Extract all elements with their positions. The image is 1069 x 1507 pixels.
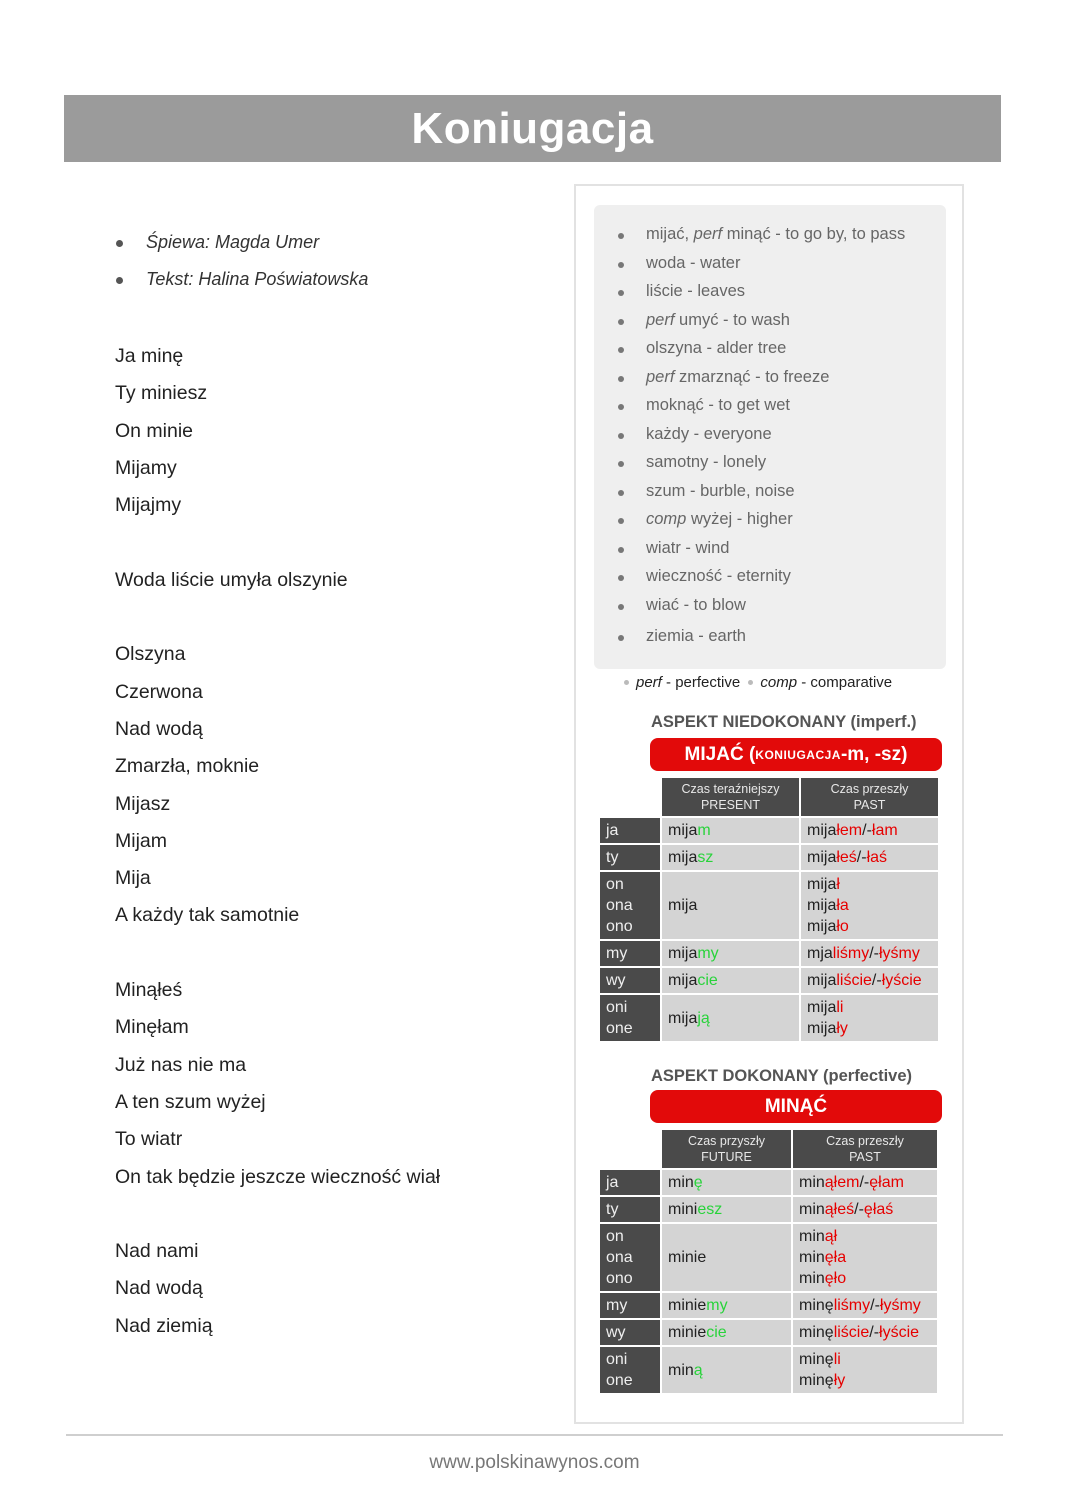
table-row [600,845,938,870]
form-part: /- [871,972,882,989]
form-part: ła [836,897,849,914]
present-form-cell [662,1197,791,1222]
past-form-cell [801,845,938,870]
present-form-cell [662,995,799,1041]
form-part: ą [693,1361,703,1379]
lyric-line: Ja minę [115,345,184,367]
header-blank [600,1130,660,1168]
lyric-line: Nad wodą [115,1277,203,1300]
pronoun-cell [600,941,660,966]
lyric-line: Mijamy [115,456,177,479]
pronoun-cell [600,1197,660,1222]
form-line [799,1247,931,1268]
vocab-text: wiatr - wind [646,538,730,557]
past-form-cell [801,818,938,843]
form-part: ją [697,1009,710,1027]
form-part: cie [697,972,718,989]
form-line [807,820,932,841]
form-line [807,874,932,895]
past-form-cell [801,941,938,966]
vocab-item [618,567,905,596]
lyric-line: Ty miniesz [115,382,208,405]
table-row [600,1320,937,1345]
vocab-text: zmarznąć - to freeze [674,367,830,386]
form-part: łeś [836,849,857,866]
pronoun-cell [600,872,660,939]
legend-comp-text: - comparative [797,674,893,691]
table-row [600,1293,937,1318]
pronoun: ona [606,1249,633,1266]
form-line [807,895,932,916]
vocab-text: wieczność - eternity [646,567,791,585]
lyric-line: Woda liście umyła olszynie [115,568,348,591]
abbreviation-legend [624,674,892,691]
form-part: ęłam [869,1174,904,1191]
vocab-item [618,339,905,368]
lyrics [115,343,555,1350]
present-form-cell [662,1170,791,1195]
past-form-cell [793,1293,937,1318]
pronoun: one [606,1020,633,1037]
form-part: łyście [879,1324,920,1341]
vocab-item [618,311,905,340]
pronoun-cell [600,995,660,1041]
vocab-text: ziemia - earth [646,627,746,645]
form-part: min [668,1361,694,1379]
pronoun: ono [606,1270,633,1287]
footer-url: www.polskinawynos.com [429,1452,640,1473]
lyric-line: Olszyna [115,643,186,666]
form-line [799,1199,931,1220]
pronoun: one [606,1372,633,1389]
legend-perf-abbr: perf [636,674,662,691]
column-header-line: PAST [853,798,886,812]
lyric-line: Nad wodą [115,717,203,740]
form-line [799,1268,931,1289]
form-part: ęła [824,1249,847,1266]
form-part: łyśmy [879,945,920,962]
lyric-line: Czerwona [115,680,203,703]
perfective-verb: MINĄĆ [764,1095,828,1117]
present-form-cell [662,968,799,993]
form-line [807,916,932,937]
form-line [799,1295,931,1316]
form-part: ło [836,918,849,935]
form-part: minę [799,1351,834,1368]
stanza-gap [115,940,555,977]
form-part: ły [833,1372,846,1389]
form-part: minie [668,1249,707,1266]
past-form-cell [793,1224,937,1291]
present-form-cell [662,818,799,843]
column-header-line: Czas przeszły [826,1134,904,1148]
lyric-line: On tak będzie jeszcze wieczność wiał [115,1165,441,1188]
vocab-text: olszyna - alder tree [646,339,787,357]
form-part: mija [807,1020,837,1037]
pronoun: ty [606,849,619,866]
vocab-item [618,539,905,568]
meta-singer: Śpiewa: Magda Umer [116,232,368,269]
form-line [807,847,932,868]
form-part: ąłem [824,1174,860,1191]
form-part: liście [833,1324,870,1341]
past-form-cell [801,872,938,939]
form-part: mija [668,897,698,914]
form-part: liśmy [832,945,870,962]
vocabulary-list [618,225,905,656]
form-line [807,1018,932,1039]
form-part: mija [807,849,837,866]
vocab-item [618,596,905,625]
form-part: mija [668,945,698,962]
pronoun: wy [606,1324,626,1341]
column-header-line: PRESENT [700,798,761,812]
form-part: mija [807,999,837,1016]
present-form-cell [662,1320,791,1345]
column-header-line: Czas teraźniejszy [681,782,780,796]
legend-perf-text: - perfective [661,674,741,691]
vocab-item [618,282,905,311]
column-header [662,778,799,816]
form-line [807,997,932,1018]
past-form-cell [793,1197,937,1222]
column-header-line: Czas przyszły [687,1134,766,1148]
vocab-item [618,425,905,454]
form-part: łam [871,822,898,839]
vocab-text: wyżej - higher [686,510,793,528]
pronoun: my [606,945,628,962]
lyric-line: Minąłeś [115,979,183,1002]
lyric-line: Mija [115,867,151,890]
imperfective-verb: MIJAĆ ( [684,743,756,765]
vocab-text: perf [646,367,675,386]
form-part: minie [668,1297,707,1314]
form-part: ę [693,1174,703,1191]
pronoun-cell [600,1170,660,1195]
pronoun-cell [600,818,660,843]
page-title: Koniugacja [411,103,654,153]
lyric-line: Mijajmy [115,494,182,517]
form-part: mija [668,849,698,866]
vocab-text: szum - burble, noise [646,481,795,500]
vocab-text: perf [693,225,723,243]
lyric-line: Mijasz [115,792,171,815]
form-part: li [833,1351,841,1368]
table-row [600,995,938,1041]
song-meta [116,232,368,306]
form-line [799,1370,931,1391]
vocab-item [618,510,905,539]
past-form-cell [793,1347,937,1393]
column-header-line: FUTURE [701,1150,752,1164]
form-part: li [836,999,844,1016]
form-line [807,970,932,991]
pronoun: on [606,1228,624,1245]
vocab-item [618,627,905,656]
pronoun-cell [600,1347,660,1393]
form-part: minie [668,1324,707,1341]
form-part: łem [836,822,863,839]
form-part: /- [869,1324,880,1341]
vocab-item [618,453,905,482]
present-form-cell [662,872,799,939]
stanza-gap [115,1201,555,1238]
form-part: my [697,945,719,962]
form-part: mija [668,822,698,839]
vocab-text: woda - water [646,253,741,272]
form-part: min [799,1174,825,1191]
pronoun: ty [606,1201,619,1218]
form-part: /- [856,849,867,866]
perfective-verb-banner [650,1090,942,1123]
form-part: min [799,1270,825,1287]
vocab-text: wiać - to blow [646,595,746,614]
pronoun-cell [600,845,660,870]
lyric-line: A ten szum wyżej [115,1090,266,1113]
pronoun-cell [600,968,660,993]
form-part: /- [869,945,879,962]
pronoun: my [606,1297,628,1314]
form-line [799,1322,931,1343]
form-part: min [799,1201,825,1218]
form-part: minę [799,1324,834,1341]
table-row [600,1224,937,1291]
form-part: łyście [881,972,922,989]
stanza-gap [115,604,555,641]
table-row [600,1197,937,1222]
past-form-cell [793,1170,937,1195]
form-part: ąłeś [824,1201,855,1218]
title-bar [64,95,1001,162]
lyric-line: On minie [115,419,194,442]
stanza-gap [115,529,555,566]
present-form-cell [662,1293,791,1318]
form-part: minę [799,1297,834,1314]
form-line [807,943,932,964]
table-row [600,968,938,993]
vocab-text: samotny - lonely [646,453,767,471]
column-header [793,1130,937,1168]
form-part: liście [836,972,872,989]
lyric-line: Nad ziemią [115,1314,213,1337]
lyric-line: Nad nami [115,1240,199,1263]
pronoun: ja [606,1174,619,1191]
lyric-line: Mijam [115,829,167,852]
column-header-line: Czas przeszły [830,782,909,796]
pronoun: ona [606,897,633,914]
lyric-line: Już nas nie ma [115,1053,247,1076]
present-form-cell [662,845,799,870]
form-line [799,1172,931,1193]
header-blank [600,778,660,816]
form-part: ęło [824,1270,847,1287]
pronoun-cell [600,1224,660,1291]
form-part: mja [807,945,833,962]
lyric-line: Zmarzła, moknie [115,755,260,778]
legend-comp-abbr: comp [760,674,798,691]
form-part: esz [697,1201,723,1218]
form-part: mija [807,876,837,893]
past-form-cell [801,995,938,1041]
vocab-item [618,368,905,397]
vocab-text: każdy - everyone [646,424,772,443]
form-part: min [799,1228,825,1245]
table-row [600,941,938,966]
perfective-conjugation-table [598,1128,939,1395]
imperfective-verb-endings: -m, -sz) [840,743,908,765]
pronoun: on [606,876,624,893]
form-part: sz [697,849,714,866]
form-part: cie [706,1324,727,1341]
form-part: minę [799,1372,834,1389]
lyric-line: Minęłam [115,1016,189,1039]
form-part: min [799,1249,825,1266]
form-part: min [668,1174,694,1191]
form-part: m [697,822,711,839]
bullet-icon [624,680,629,685]
vocab-item [618,225,905,254]
form-part: mija [668,972,698,989]
form-part: mija [807,822,837,839]
vocab-text: liście - leaves [646,282,746,300]
pronoun: oni [606,999,628,1016]
table-row [600,872,938,939]
form-part: mija [807,972,837,989]
pronoun: oni [606,1351,628,1368]
vocab-item [618,396,905,425]
lyric-line: To wiatr [115,1128,183,1151]
vocab-text: umyć - to wash [674,310,790,329]
table-row [600,1347,937,1393]
form-part: łaś [866,849,888,866]
lyric-line: A każdy tak samotnie [115,904,300,927]
pronoun-cell [600,1293,660,1318]
pronoun: ja [606,822,619,839]
vocab-text: mijać, [646,225,694,243]
form-part: mija [668,1009,698,1027]
form-line [799,1226,931,1247]
form-part: mini [668,1201,698,1218]
pronoun-cell [600,1320,660,1345]
form-part: ął [824,1228,838,1245]
imperfective-conjugation-table [598,776,940,1043]
past-form-cell [793,1320,937,1345]
form-part: /- [854,1201,864,1218]
form-line [799,1349,931,1370]
vocab-item [618,254,905,283]
table-row [600,818,938,843]
vocab-item [618,482,905,511]
form-part: my [706,1297,728,1314]
form-part: ły [836,1020,848,1037]
form-part: ęłaś [863,1201,894,1218]
form-part: łyśmy [879,1297,921,1314]
form-part: mija [807,918,837,935]
footer-divider [66,1434,1003,1436]
pronoun: ono [606,918,633,935]
imperfective-verb-note: KONIUGACJA [755,747,841,762]
perfective-heading: ASPEKT DOKONANY (perfective) [651,1067,912,1085]
past-form-cell [801,968,938,993]
form-part: /- [862,822,872,839]
form-part: /- [859,1174,870,1191]
column-header [801,778,938,816]
present-form-cell [662,941,799,966]
vocab-text: perf [646,310,675,329]
present-form-cell [662,1224,791,1291]
imperfective-verb-banner [650,738,942,771]
vocab-text: moknąć - to get wet [646,396,790,414]
form-part: /- [870,1297,880,1314]
present-form-cell [662,1347,791,1393]
imperfective-heading: ASPEKT NIEDOKONANY (imperf.) [651,713,917,731]
column-header-line: PAST [849,1150,881,1164]
pronoun: wy [606,972,626,989]
column-header [662,1130,791,1168]
vocab-text: minąć - to go by, to pass [722,225,906,243]
form-part: liśmy [833,1297,871,1314]
meta-lyrics-author: Tekst: Halina Poświatowska [116,269,368,306]
form-part: mija [807,897,837,914]
bullet-icon [748,680,753,685]
table-row [600,1170,937,1195]
form-part: ł [836,876,840,893]
vocab-text: comp [646,510,687,528]
